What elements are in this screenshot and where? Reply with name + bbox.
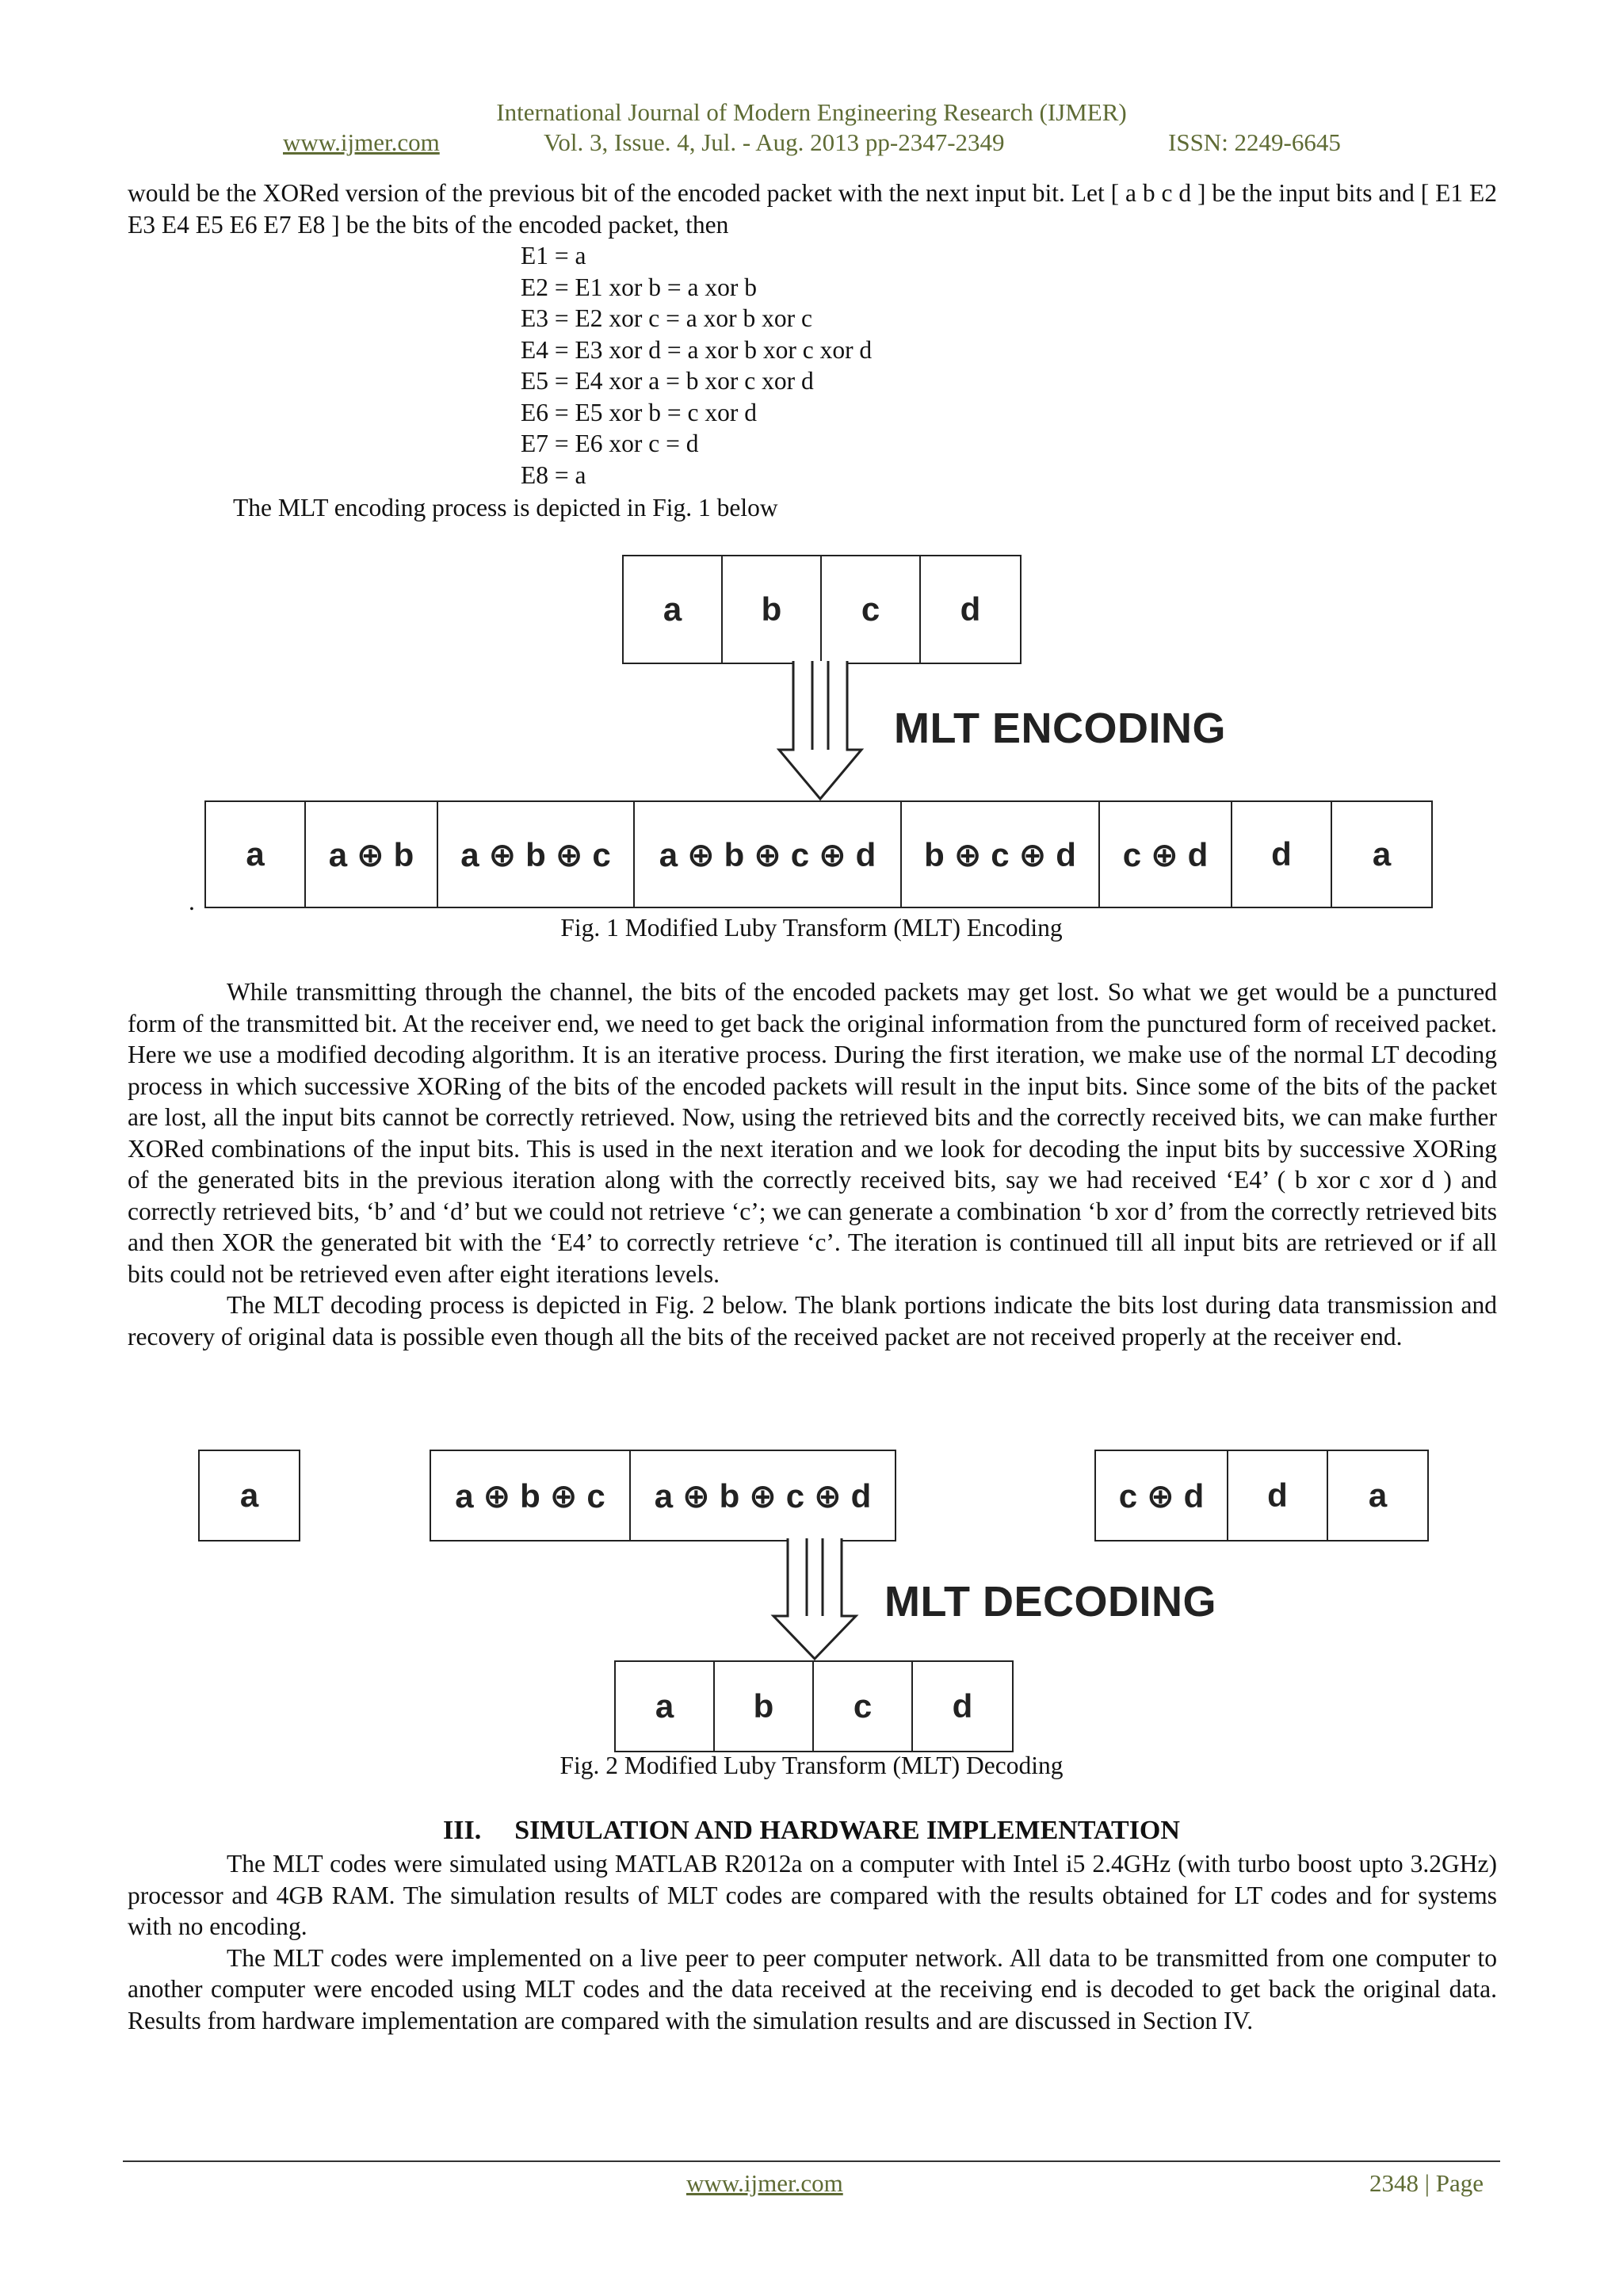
received-bit-cell: c ⊕ d	[1096, 1451, 1228, 1540]
mlt-decoding-label: MLT DECODING	[884, 1578, 1216, 1626]
received-group-1	[198, 1450, 300, 1541]
section-heading	[0, 1816, 1623, 1846]
footer-website-link[interactable]: www.ijmer.com	[686, 2169, 843, 2197]
intro-paragraph	[128, 178, 1497, 240]
equation-line: E8 = a	[521, 460, 586, 489]
input-bit-cell: c	[822, 556, 921, 663]
equation-line: E4 = E3 xor d = a xor b xor c xor d	[521, 335, 873, 364]
encoded-bits-row	[204, 800, 1433, 908]
header-volume: Vol. 3, Issue. 4, Jul. - Aug. 2013 pp-2347-2349	[544, 128, 1005, 156]
input-bit-cell: d	[960, 590, 981, 628]
decoded-bit-cell: c	[814, 1662, 913, 1751]
figure-2-caption: Fig. 2 Modified Luby Transform (MLT) Decoding	[559, 1752, 1064, 1779]
decoded-bits-row	[614, 1660, 1014, 1752]
header-issn: ISSN: 2249-6645	[1168, 128, 1341, 156]
page-number: 2348 | Page	[1369, 2169, 1484, 2197]
section-number: III.	[443, 1816, 482, 1845]
decoded-bit-cell: d	[952, 1687, 973, 1725]
equation-line: E5 = E4 xor a = b xor c xor d	[521, 367, 814, 395]
equation-line: E6 = E5 xor b = c xor d	[521, 398, 757, 426]
input-bit-cell: b	[723, 556, 822, 663]
down-arrow-icon	[767, 1538, 862, 1661]
mlt-encoding-label: MLT ENCODING	[894, 705, 1226, 752]
equation-list	[521, 240, 872, 491]
down-arrow-icon	[773, 661, 868, 802]
input-bit-cell: a	[624, 556, 723, 663]
section-3-paragraph: The MLT codes were simulated using MATLAB R2012a on a computer with Intel i5 2.4GHz (with turbo boost upto 3.2GHz) processor and 4GB RAM. The simulation results of MLT codes are compared with the results obtained for LT codes and for systems with no encoding.	[128, 1850, 1497, 1940]
stray-dot: .	[189, 888, 195, 915]
decoded-bit-cell: b	[715, 1662, 814, 1751]
received-bit-cell: a	[239, 1477, 259, 1514]
fig2-intro-text: The MLT decoding process is depicted in Fig. 2 below. The blank portions indicate the bits lost during data transmission and recovery of original data is possible even though all the bits of the received packet are not received properly at the receiver end.	[128, 1291, 1497, 1350]
encoded-bit-cell: a	[1372, 835, 1392, 873]
section-3-paragraph: The MLT codes were implemented on a live peer to peer computer network. All data to be transmitted from one computer to another computer were encoded using MLT codes and the data received at the receiving end is decoded to get back the original data. Results from hardware implementation are compared with the simulation results and are discussed in Section IV.	[128, 1943, 1497, 2034]
section-3-body	[128, 1848, 1497, 2036]
encoded-bit-cell: c ⊕ d	[1100, 802, 1232, 907]
received-bit-cell: a ⊕ b ⊕ c	[431, 1451, 631, 1540]
header-website-link[interactable]: www.ijmer.com	[283, 128, 440, 156]
received-group-3	[1094, 1450, 1429, 1541]
decoded-bit-cell: a	[616, 1662, 715, 1751]
encoded-bit-cell: a	[206, 802, 306, 907]
decoding-paragraph	[128, 976, 1497, 1352]
received-group-2	[430, 1450, 896, 1541]
equation-line: E2 = E1 xor b = a xor b	[521, 273, 757, 301]
footer-divider	[123, 2160, 1500, 2162]
received-bit-cell: a	[1368, 1477, 1388, 1514]
encoding-intro: The MLT encoding process is depicted in Fig. 1 below	[233, 494, 778, 521]
intro-text: would be the XORed version of the previous bit of the encoded packet with the next input bit. Let [ a b c d ] be the input bits and [ E1 E2 E3 E4 E5 E6 E7 E8 ] be the bits of the encoded packet, then	[128, 179, 1497, 239]
figure-1-caption: Fig. 1 Modified Luby Transform (MLT) Encoding	[560, 914, 1063, 942]
received-bit-cell: d	[1228, 1451, 1328, 1540]
section-title: SIMULATION AND HARDWARE IMPLEMENTATION	[514, 1816, 1180, 1845]
encoded-bit-cell: d	[1232, 802, 1332, 907]
encoded-bit-cell: a ⊕ b ⊕ c ⊕ d	[635, 802, 902, 907]
equation-line: E3 = E2 xor c = a xor b xor c	[521, 304, 812, 332]
input-bits-row	[622, 555, 1022, 664]
decoding-text: While transmitting through the channel, the bits of the encoded packets may get lost. So what we get would be a punctured form of the transmitted bit. At the receiver end, we need to get back the original information from the punctured form of received packet. Here we use a modified decoding algorithm. It is an iterative process. During the first iteration, we make use of the normal LT decoding process in which successive XORing of the bits of the encoded packets will result in the input bits. Since some of the bits of the packet are lost, all the input bits cannot be correctly retrieved. Now, using the retrieved bits and the correctly received bits, we can make further XORed combinations of the input bits. This is used in the next iteration and we look for decoding the input bits by successive XORing of the generated bits in the previous iteration along with the correctly received bits, say we had received ‘E4’ ( b xor c xor d ) and correctly retrieved bits, ‘b’ and ‘d’ but we could not retrieve ‘c’; we can generate a combination ‘b xor d’ from the correctly retrieved bits and then XOR the generated bit with the ‘E4’ to correctly retrieve ‘c’. The iteration is continued till all input bits are retrieved or if all bits could not be retrieved even after eight iterations levels.	[128, 978, 1497, 1288]
encoded-bit-cell: a ⊕ b ⊕ c	[438, 802, 635, 907]
journal-title: International Journal of Modern Engineering Research (IJMER)	[496, 98, 1127, 126]
equation-line: E7 = E6 xor c = d	[521, 430, 699, 457]
equation-line: E1 = a	[521, 242, 586, 269]
received-bit-cell: a ⊕ b ⊕ c ⊕ d	[654, 1477, 872, 1515]
encoded-bit-cell: a ⊕ b	[306, 802, 438, 907]
encoded-bit-cell: b ⊕ c ⊕ d	[902, 802, 1100, 907]
